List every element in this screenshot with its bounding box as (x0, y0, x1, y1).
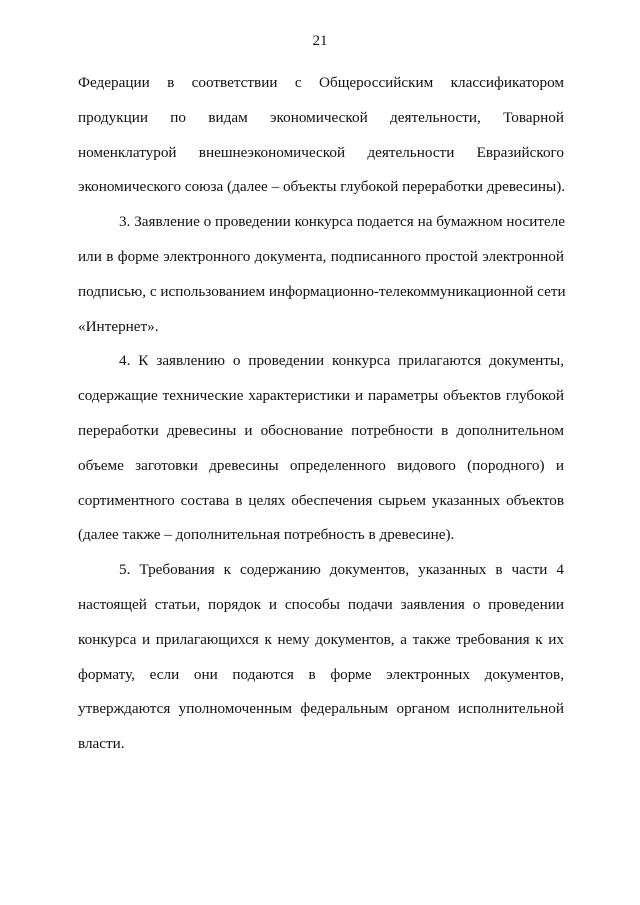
text-line: власти. (78, 735, 125, 753)
text-line: 4. К заявлению о проведении конкурса прилагаются документы, (119, 352, 564, 370)
text-line: настоящей статьи, порядок и способы подачи заявления о проведении (78, 595, 564, 613)
text-line: «Интернет». (78, 317, 159, 335)
paragraph-continuation (78, 66, 564, 205)
document-text (78, 66, 564, 762)
page-number: 21 (312, 33, 328, 49)
text-line: (далее также – дополнительная потребность в древесине). (78, 526, 455, 544)
text-line: 5. Требования к содержанию документов, указанных в части 4 (119, 561, 564, 579)
text-line: экономического союза (далее – объекты глубокой переработки древесины). (78, 178, 566, 196)
text-line: продукции по видам экономической деятельности, Товарной (78, 108, 564, 126)
text-line: утверждаются уполномоченным федеральным органом исполнительной (78, 700, 564, 718)
text-line: Федерации в соответствии с Общероссийским классификатором (78, 74, 564, 91)
paragraph-4 (78, 344, 564, 553)
text-line: сортиментного состава в целях обеспечения сырьем указанных объектов (78, 491, 564, 509)
text-line: объеме заготовки древесины определенного видового (породного) и (78, 456, 564, 474)
text-line: переработки древесины и обоснование потребности в дополнительном (78, 421, 564, 439)
text-line: подписью, с использованием информационно-телекоммуникационной сети (78, 282, 566, 300)
text-line: номенклатурой внешнеэкономической деятельности Евразийского (78, 143, 564, 161)
text-line: формату, если они подаются в форме электронных документов, (78, 665, 564, 683)
text-line: или в форме электронного документа, подписанного простой электронной (78, 247, 564, 265)
paragraph-3 (78, 205, 564, 344)
text-line: конкурса и прилагающихся к нему документов, а также требования к их (78, 630, 564, 648)
text-line: содержащие технические характеристики и параметры объектов глубокой (78, 387, 564, 405)
text-line: 3. Заявление о проведении конкурса подается на бумажном носителе (119, 213, 566, 231)
paragraph-5 (78, 553, 564, 762)
